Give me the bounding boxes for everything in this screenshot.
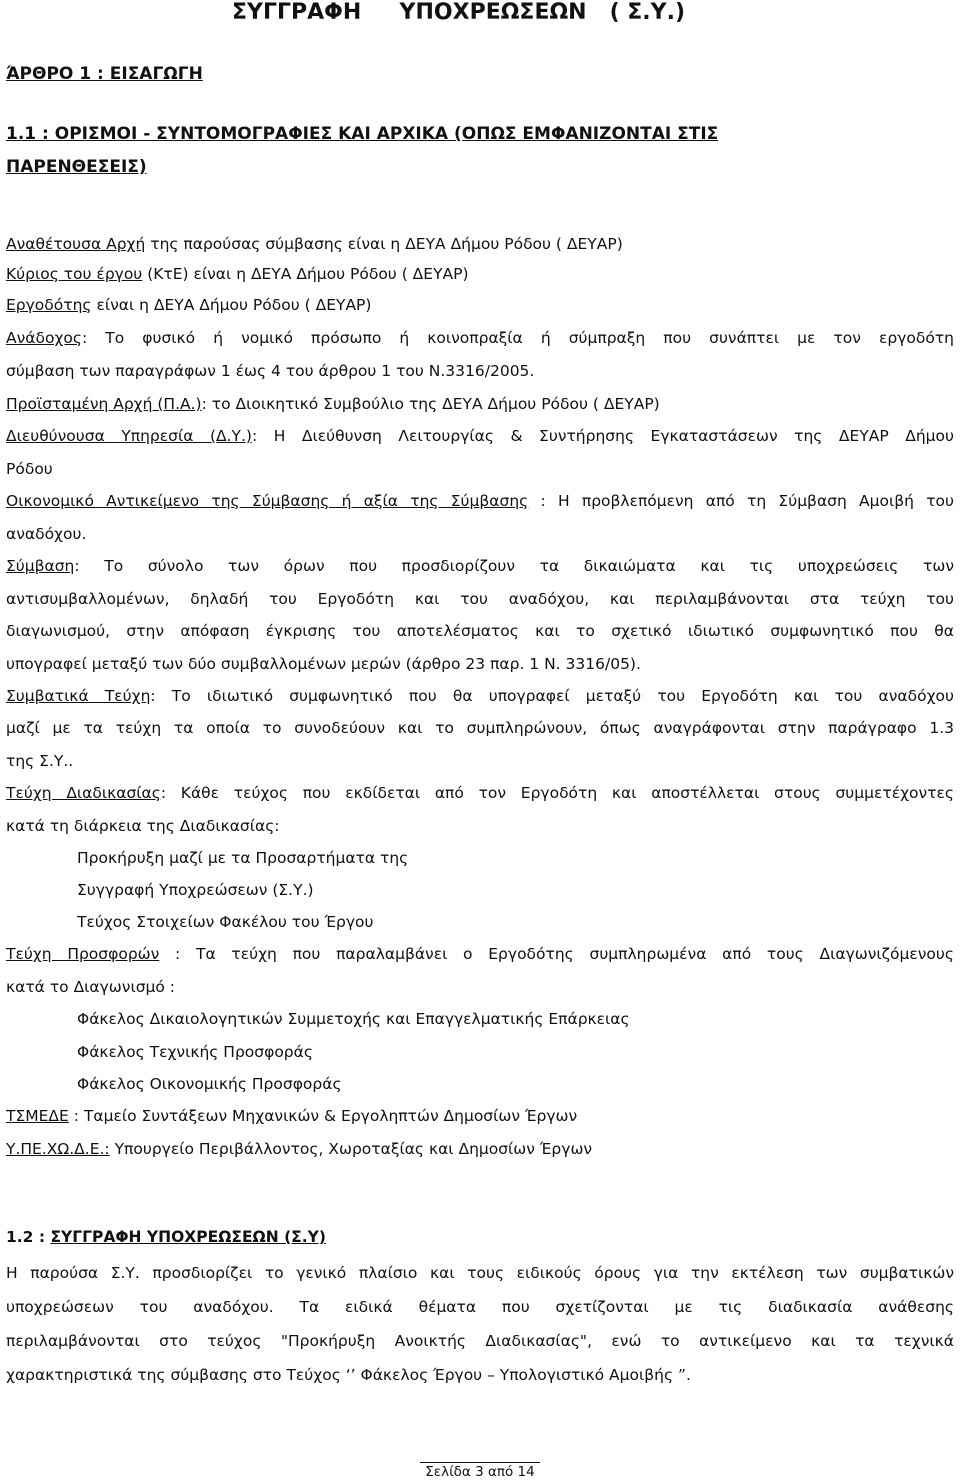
section-1-2-line3: περιλαμβάνονται στο τεύχος "Προκήρυξη Ανοικτής Διαδικασίας", ενώ το αντικείμενο και τα τεχνικά — [6, 1332, 954, 1350]
term-contractor: Ανάδοχος — [6, 329, 82, 347]
section-1-2-heading-prefix: 1.2 : — [6, 1228, 51, 1246]
section-1-2-heading — [6, 1227, 326, 1247]
tender-documents-item: Συγγραφή Υποχρεώσεων (Σ.Υ.) — [77, 881, 314, 899]
definition-directing-service-line1 — [6, 426, 954, 446]
text-contract-documents-line1: : Το ιδιωτικό συμφωνητικό που θα υπογραφεί μεταξύ του Εργοδότη και του αναδόχου — [150, 687, 954, 705]
term-supervising-authority: Προϊσταμένη Αρχή (Π.Α.) — [6, 395, 202, 413]
text-tender-documents-line1: : Κάθε τεύχος που εκδίδεται από τον Εργοδότη και αποστέλλεται στους συμμετέχοντες — [160, 784, 954, 802]
term-offer-documents: Τεύχη Προσφορών — [6, 945, 160, 963]
definition-supervising-authority — [6, 394, 660, 414]
section-1-2-line1: Η παρούσα Σ.Υ. προσδιορίζει το γενικό πλαίσιο και τους ειδικούς όρους για την εκτέλεση των συμβατικών — [6, 1264, 954, 1282]
text-financial-object-line1: : Η προβλεπόμενη από τη Σύμβαση Αμοιβή του — [528, 492, 954, 510]
definition-contract-documents-line3: της Σ.Υ.. — [6, 752, 74, 770]
definition-contract-line4: υπογραφεί μεταξύ των δύο συμβαλλομένων μερών (άρθρο 23 παρ. 1 Ν. 3316/05). — [6, 655, 641, 673]
term-contract-documents: Συμβατικά Τεύχη — [6, 687, 151, 705]
definition-contract-documents-line2: μαζί με τα τεύχη τα οποία το συνοδεύουν και το συμπληρώνουν, όπως αναγράφονται στην παράγραφο 1.3 — [6, 719, 954, 737]
section-1-1-heading-line2: ΠΑΡΕΝΘΕΣΕΙΣ) — [6, 157, 147, 177]
definition-financial-object-line1 — [6, 491, 954, 511]
definition-offer-documents-line1 — [6, 944, 954, 964]
text-offer-documents-line1: : Τα τεύχη που παραλαμβάνει ο Εργοδότης συμπληρωμένα από τους Διαγωνιζόμενους — [159, 945, 954, 963]
text-contract-line1: : Το σύνολο των όρων που προσδιορίζουν τα δικαιώματα και τις υποχρεώσεις των — [74, 557, 954, 575]
section-1-2-heading-title: ΣΥΓΓΡΑΦΗ ΥΠΟΧΡΕΩΣΕΩΝ (Σ.Υ) — [50, 1228, 326, 1246]
term-financial-object: Οικονομικό Αντικείμενο της Σύμβασης ή αξία της Σύμβασης — [6, 492, 529, 510]
definition-tender-documents-line2: κατά τη διάρκεια της Διαδικασίας: — [6, 817, 280, 835]
term-tender-documents: Τεύχη Διαδικασίας — [6, 784, 161, 802]
definition-contract-documents-line1 — [6, 686, 954, 706]
definition-contract-line1 — [6, 556, 954, 576]
definition-owner — [6, 264, 469, 284]
term-tsmede: ΤΣΜΕΔΕ — [6, 1107, 69, 1125]
definition-financial-object-line2: αναδόχου. — [6, 525, 87, 543]
definition-contract-line3: διαγωνισμού, στην απόφαση έγκρισης του αποτελέσματος και το σχετικό ιδιωτικό συμφωνητικό που θα — [6, 622, 954, 640]
definition-directing-service-line2: Ρόδου — [6, 460, 53, 478]
text-supervising-authority: : το Διοικητικό Συμβούλιο της ΔΕΥΑ Δήμου Ρόδου ( ΔΕΥΑΡ) — [201, 395, 660, 413]
tender-documents-item: Προκήρυξη μαζί με τα Προσαρτήματα της — [77, 849, 409, 867]
section-1-2-line4: χαρακτηριστικά της σύμβασης στο Τεύχος ‘’ Φάκελος Έργου – Υπολογιστικό Αμοιβής ”. — [6, 1366, 691, 1384]
term-ypexode: Υ.ΠΕ.ΧΩ.Δ.Ε.: — [6, 1140, 110, 1158]
definition-contracting-authority — [6, 234, 623, 254]
term-contract: Σύμβαση — [6, 557, 75, 575]
term-employer: Εργοδότης — [6, 296, 92, 314]
definition-ypexode — [6, 1139, 592, 1159]
definition-employer — [6, 295, 371, 315]
definition-contractor-line2: σύμβαση των παραγράφων 1 έως 4 του άρθρου 1 του Ν.3316/2005. — [6, 362, 535, 380]
text-owner: (ΚτΕ) είναι η ΔΕΥΑ Δήμου Ρόδου ( ΔΕΥΑΡ) — [142, 265, 469, 283]
article-heading: ΆΡΘΡΟ 1 : ΕΙΣΑΓΩΓΗ — [6, 64, 203, 84]
term-directing-service: Διευθύνουσα Υπηρεσία (Δ.Υ.) — [6, 427, 252, 445]
page-footer: Σελίδα 3 από 14 — [425, 1464, 535, 1480]
text-directing-service-line1: : Η Διεύθυνση Λειτουργίας & Συντήρησης Εγκαταστάσεων της ΔΕΥΑΡ Δήμου — [251, 427, 954, 445]
text-contracting-authority: της παρούσας σύμβασης είναι η ΔΕΥΑ Δήμου Ρόδου ( ΔΕΥΑΡ) — [145, 235, 623, 253]
term-owner: Κύριος του έργου — [6, 265, 143, 283]
document-title: ΣΥΓΓΡΑΦΗ ΥΠΟΧΡΕΩΣΕΩΝ ( Σ.Υ.) — [232, 0, 686, 25]
text-tsmede: : Ταμείο Συντάξεων Μηχανικών & Εργοληπτών Δημοσίων Έργων — [68, 1107, 578, 1125]
text-contractor-line1: : Το φυσικό ή νομικό πρόσωπο ή κοινοπραξία ή σύμπραξη που συνάπτει με τον εργοδότη — [81, 329, 954, 347]
definition-tsmede — [6, 1106, 577, 1126]
definition-contract-line2: αντισυμβαλλομένων, δηλαδή του Εργοδότη και του αναδόχου, και περιλαμβάνονται στα τεύχη του — [6, 590, 954, 608]
tender-documents-item: Τεύχος Στοιχείων Φακέλου του Έργου — [77, 913, 374, 931]
offer-documents-item: Φάκελος Τεχνικής Προσφοράς — [77, 1043, 313, 1061]
section-1-1-heading-line1: 1.1 : ΟΡΙΣΜΟΙ - ΣΥΝΤΟΜΟΓΡΑΦΙΕΣ ΚΑΙ ΑΡΧΙΚΑ (ΟΠΩΣ ΕΜΦΑΝΙΖΟΝΤΑΙ ΣΤΙΣ — [6, 124, 719, 144]
offer-documents-item: Φάκελος Δικαιολογητικών Συμμετοχής και Επαγγελματικής Επάρκειας — [77, 1010, 630, 1028]
text-employer: είναι η ΔΕΥΑ Δήμου Ρόδου ( ΔΕΥΑΡ) — [91, 296, 372, 314]
term-contracting-authority: Αναθέτουσα Αρχή — [6, 235, 146, 253]
text-ypexode: Υπουργείο Περιβάλλοντος, Χωροταξίας και Δημοσίων Έργων — [109, 1140, 593, 1158]
section-1-2-line2: υποχρεώσεων του αναδόχου. Τα ειδικά θέματα που σχετίζονται με τις διαδικασία ανάθεσης — [6, 1298, 954, 1316]
definition-offer-documents-line2: κατά το Διαγωνισμό : — [6, 978, 176, 996]
footer-rule — [420, 1462, 540, 1463]
offer-documents-item: Φάκελος Οικονομικής Προσφοράς — [77, 1075, 342, 1093]
definition-contractor-line1 — [6, 328, 954, 348]
definition-tender-documents-line1 — [6, 783, 954, 803]
